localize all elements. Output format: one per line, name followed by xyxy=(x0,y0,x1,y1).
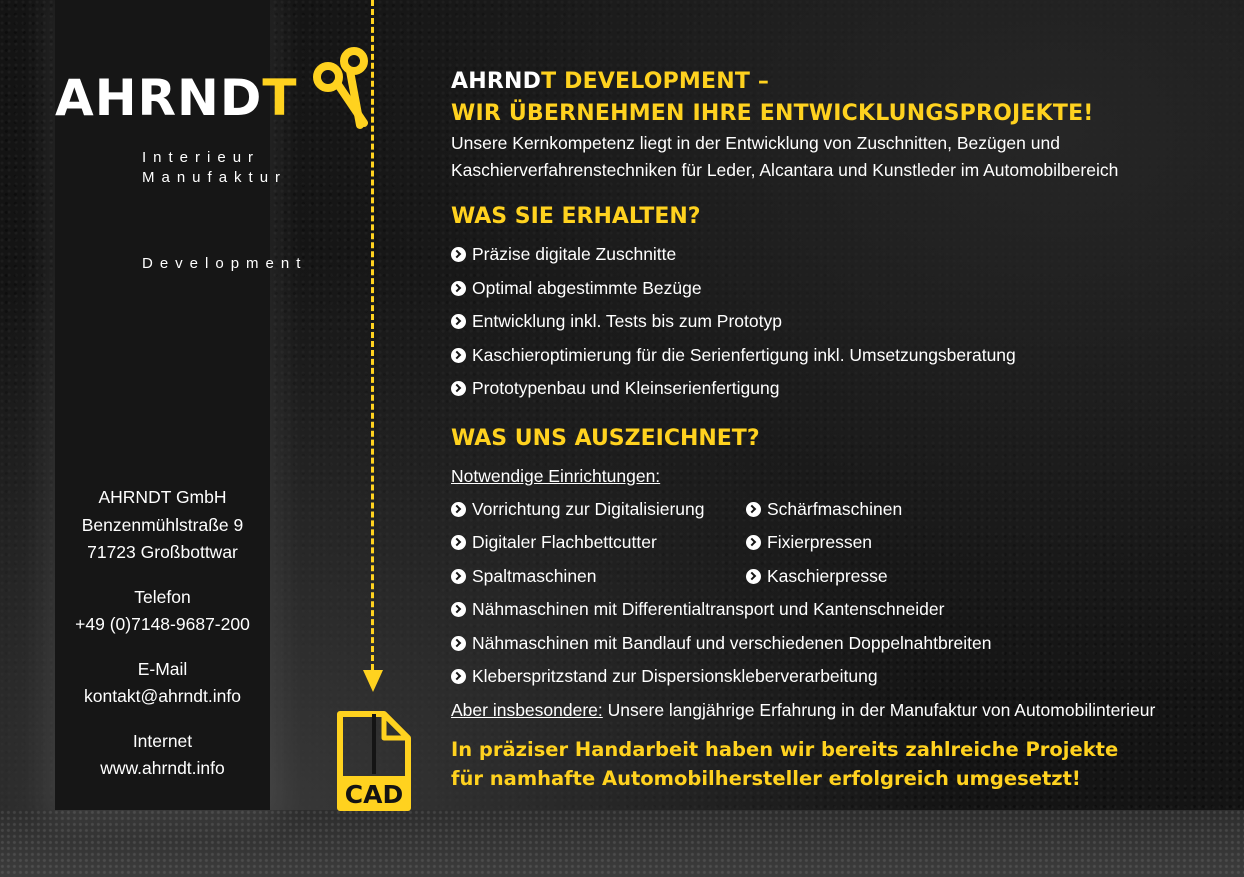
list-item xyxy=(451,238,1231,272)
phone-block xyxy=(55,584,270,639)
chevron-right-circle-icon xyxy=(451,569,466,584)
street: Benzenmühlstraße 9 xyxy=(81,514,244,535)
list-item xyxy=(746,493,902,527)
chevron-right-circle-icon xyxy=(746,569,761,584)
chevron-right-circle-icon xyxy=(451,502,466,517)
intro-line-2: Kaschierverfahrenstechniken für Leder, Alcantara und Kunstleder im Automobilbereich xyxy=(451,160,1119,180)
intro-line-1: Unsere Kernkompetenz liegt in der Entwicklung von Zuschnitten, Bezügen und xyxy=(451,133,1060,153)
email-block xyxy=(55,656,270,711)
web-block xyxy=(55,728,270,783)
equipment-row xyxy=(451,560,1231,594)
address-block xyxy=(55,484,270,567)
list-item xyxy=(451,372,1231,406)
company-name: AHRNDT GmbH xyxy=(98,487,227,507)
web-address[interactable]: www.ahrndt.info xyxy=(100,758,225,778)
list-item xyxy=(451,339,1231,373)
list-item-text: Schärfmaschinen xyxy=(767,498,903,519)
list-item-text: Spaltmaschinen xyxy=(472,565,597,586)
list-item xyxy=(746,560,888,594)
closing-line-1: In präziser Handarbeit haben wir bereits zahlreiche Projekte xyxy=(451,737,1119,761)
email-label: E-Mail xyxy=(137,658,188,679)
main-content xyxy=(451,66,1231,793)
intro-text xyxy=(451,130,1231,184)
list-item-text: Kaschieroptimierung für die Serienfertigung inkl. Umsetzungsberatung xyxy=(472,344,1016,365)
tagline-manufaktur: Manufaktur xyxy=(142,169,288,186)
list-item-text: Fixierpressen xyxy=(767,532,873,552)
list-item xyxy=(451,272,1231,306)
scissors-icon xyxy=(310,45,380,135)
tagline-interieur: Interieur xyxy=(142,149,261,166)
list-item-text: Optimal abgestimmte Bezüge xyxy=(472,277,702,298)
chevron-right-circle-icon xyxy=(451,314,466,329)
chevron-right-circle-icon xyxy=(451,669,466,684)
chevron-right-circle-icon xyxy=(451,602,466,617)
special-label: Aber insbesondere: xyxy=(451,699,603,720)
chevron-right-circle-icon xyxy=(746,535,761,550)
web-label: Internet xyxy=(132,730,193,751)
title-rest: T DEVELOPMENT – xyxy=(541,69,770,94)
list-item xyxy=(451,305,1231,339)
contact-info xyxy=(55,484,270,800)
equipment-label: Notwendige Einrichtungen: xyxy=(451,465,661,486)
email-address[interactable]: kontakt@ahrndt.info xyxy=(84,686,241,706)
title-brand: AHRND xyxy=(451,69,542,94)
benefits-list xyxy=(451,238,1231,406)
chevron-right-circle-icon xyxy=(451,247,466,262)
logo-text: AHRND xyxy=(55,69,263,127)
cad-label: CAD xyxy=(344,780,404,809)
list-item-text: Präzise digitale Zuschnitte xyxy=(472,244,677,264)
list-item xyxy=(451,627,1231,661)
list-item-text: Entwicklung inkl. Tests bis zum Prototyp xyxy=(472,311,782,331)
chevron-right-circle-icon xyxy=(451,381,466,396)
closing-statement xyxy=(451,735,1231,793)
list-item-text: Nähmaschinen mit Differentialtransport und Kantenschneider xyxy=(472,599,945,619)
chevron-right-circle-icon xyxy=(451,281,466,296)
city: 71723 Großbottwar xyxy=(87,542,238,562)
tagline-development: Development xyxy=(142,255,308,272)
phone-label: Telefon xyxy=(134,586,191,607)
section-heading-benefits: WAS SIE ERHALTEN? xyxy=(451,204,701,229)
chevron-right-circle-icon xyxy=(451,535,466,550)
leather-texture-band xyxy=(0,810,1244,877)
section-heading-strengths: WAS UNS AUSZEICHNET? xyxy=(451,425,760,451)
arrow-down-icon xyxy=(363,670,383,692)
page-title xyxy=(451,66,1231,130)
list-item-text: Digitaler Flachbettcutter xyxy=(472,532,657,552)
title-line-2: WIR ÜBERNEHMEN IHRE ENTWICKLUNGSPROJEKTE! xyxy=(451,101,1094,126)
list-item xyxy=(451,526,746,560)
special-note xyxy=(451,694,1231,727)
sidebar xyxy=(55,0,308,810)
equipment-row xyxy=(451,493,1231,527)
list-item-text: Kleberspritzstand zur Dispersionskleberverarbeitung xyxy=(472,666,878,686)
list-item xyxy=(451,493,746,527)
logo-accent-letter: T xyxy=(262,69,298,127)
chevron-right-circle-icon xyxy=(746,502,761,517)
list-item xyxy=(451,560,746,594)
closing-line-2: für namhafte Automobilhersteller erfolgreich umgesetzt! xyxy=(451,766,1081,790)
list-item xyxy=(746,526,872,560)
chevron-right-circle-icon xyxy=(451,636,466,651)
list-item-text: Nähmaschinen mit Bandlauf und verschiedenen Doppelnahtbreiten xyxy=(472,632,992,653)
list-item-text: Prototypenbau und Kleinserienfertigung xyxy=(472,378,780,398)
chevron-right-circle-icon xyxy=(451,348,466,363)
company-logo xyxy=(55,68,298,128)
phone-number: +49 (0)7148-9687-200 xyxy=(75,614,250,634)
special-text: Unsere langjährige Erfahrung in der Manufaktur von Automobilinterieur xyxy=(602,699,1156,720)
equipment-row xyxy=(451,526,1231,560)
list-item-text: Vorrichtung zur Digitalisierung xyxy=(472,498,705,519)
list-item xyxy=(451,660,1231,694)
list-item xyxy=(451,593,1231,627)
cad-file-icon xyxy=(336,710,412,812)
list-item-text: Kaschierpresse xyxy=(767,565,888,586)
